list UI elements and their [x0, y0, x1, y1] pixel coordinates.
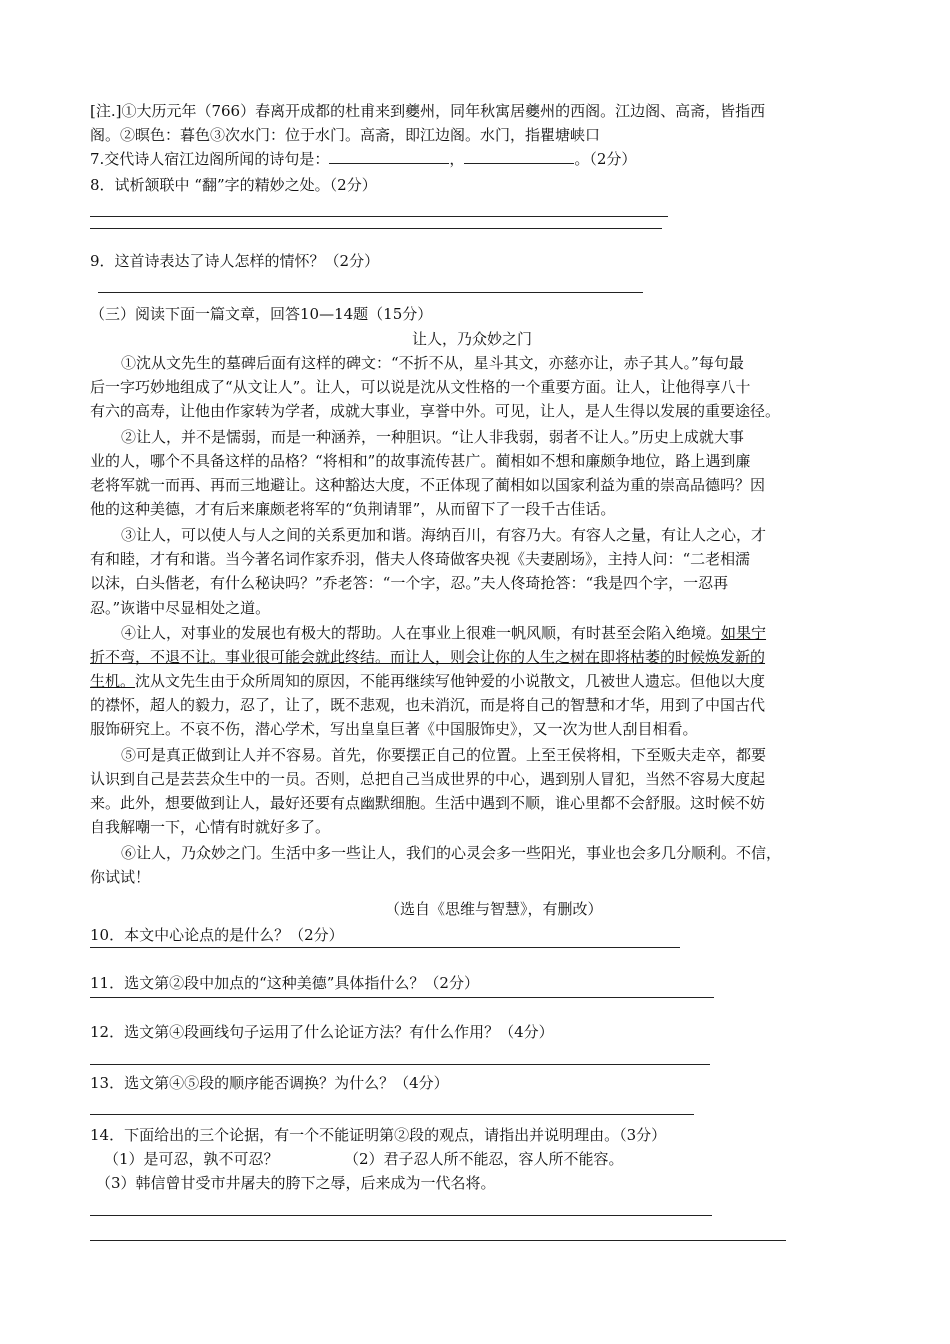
note-line-1: [注.]①大历元年（766）春离开成都的杜甫来到夔州，同年秋寓居夔州的西阁。江边阁、高斋，皆指西: [90, 102, 766, 120]
answer-line-13[interactable]: [90, 1114, 694, 1115]
underlined-sentence: 折不弯，不退不让。事业很可能会就此终结。而让人，则会让你的人生之树在即将枯萎的时候焕发新的: [90, 648, 766, 666]
article-line: [121, 622, 766, 644]
answer-line-11[interactable]: [90, 997, 714, 998]
answer-line-14b[interactable]: [90, 1240, 786, 1241]
article-line: 有和睦，才有和谐。当今著名词作家乔羽，偕夫人佟琦做客央视《夫妻剧场》，主持人问：“二老相濡: [90, 550, 751, 568]
question-14-option-3: （3）韩信曾甘受市井屠夫的胯下之辱，后来成为一代名将。: [96, 1174, 496, 1192]
article-line: 他的这种美德，才有后来廉颇老将军的“负荆请罪”，从而留下了一段千古佳话。: [90, 500, 616, 518]
article-text: 沈从文先生由于众所周知的原因，不能再继续写他钟爱的小说散文，几被世人遗忘。但他以大度: [135, 672, 766, 690]
question-14-option-2: （2）君子忍人所不能忍，容人所不能容。: [344, 1150, 624, 1168]
article-line: 有六的高寿，让他由作家转为学者，成就大事业，享誉中外。可见，让人，是人生得以发展的重要途径。: [90, 402, 781, 420]
answer-line-8a[interactable]: [90, 216, 668, 217]
article-title: 让人，乃众妙之门: [412, 330, 533, 348]
question-10: 10．本文中心论点的是什么？（2分）: [90, 926, 344, 944]
answer-line-12[interactable]: [90, 1064, 710, 1065]
answer-blank-7b[interactable]: [464, 149, 574, 164]
underlined-sentence: 生机。: [90, 672, 136, 690]
answer-blank-7a[interactable]: [329, 149, 449, 164]
question-7: [90, 148, 636, 170]
question-7-comma: ，: [449, 150, 465, 168]
answer-line-10[interactable]: [90, 947, 680, 948]
question-8: 8．试析颔联中 “翻”字的精妙之处。（2分）: [90, 176, 377, 194]
article-line: 服饰研究上。不哀不伤，潜心学术，写出皇皇巨著《中国服饰史》，又一次为世人刮目相看。: [90, 720, 698, 738]
article-line: ⑥让人，乃众妙之门。生活中多一些让人，我们的心灵会多一些阳光，事业也会多几分顺利。不信，: [121, 844, 782, 862]
question-14: 14．下面给出的三个论据，有一个不能证明第②段的观点，请指出并说明理由。（3分）: [90, 1126, 667, 1144]
answer-line-9[interactable]: [98, 292, 643, 293]
article-line: 业的人，哪个不具备这样的品格？“将相和”的故事流传甚广。蔺相如不想和廉颇争地位，路上遇到廉: [90, 452, 751, 470]
answer-line-14a[interactable]: [90, 1215, 712, 1216]
question-12: 12．选文第④段画线句子运用了什么论证方法？有什么作用？（4分）: [90, 1023, 554, 1041]
article-line: 忍。”诙谐中尽显相处之道。: [90, 599, 271, 617]
article-line: 以沫，白头偕老，有什么秘诀吗？”乔老答：“一个字，忍。”夫人佟琦抢答：“我是四个字，一忍再: [90, 574, 729, 592]
underlined-sentence: 如果宁: [721, 624, 767, 642]
question-9: 9．这首诗表达了诗人怎样的情怀？（2分）: [90, 252, 380, 270]
article-line: ⑤可是真正做到让人并不容易。首先，你要摆正自己的位置。上至王侯将相，下至贩夫走卒，都要: [121, 746, 767, 764]
article-line: ③让人，可以使人与人之间的关系更加和谐。海纳百川，有容乃大。有容人之量，有让人之心，才: [121, 526, 767, 544]
question-13: 13．选文第④⑤段的顺序能否调换？为什么？（4分）: [90, 1074, 449, 1092]
question-11: 11．选文第②段中加点的“这种美德”具体指什么？（2分）: [90, 974, 479, 992]
answer-line-8b[interactable]: [90, 228, 662, 229]
article-line: 后一字巧妙地组成了“从文让人”。让人，可以说是沈从文性格的一个重要方面。让人，让他得享八十: [90, 378, 751, 396]
question-14-option-1: （1）是可忍，孰不可忍？: [104, 1150, 279, 1168]
question-7-score: （2分）: [589, 150, 637, 168]
question-7-end: 。: [574, 150, 590, 168]
article-line: ②让人，并不是懦弱，而是一种涵养，一种胆识。“让人非我弱，弱者不让人。”历史上成就大事: [121, 428, 744, 446]
article-line: ①沈从文先生的墓碑后面有这样的碑文：“不折不从，星斗其文，亦慈亦让，赤子其人。”每句最: [121, 354, 744, 372]
article-line: 你试试！: [90, 868, 151, 886]
question-7-text: 7.交代诗人宿江边阁所闻的诗句是：: [90, 150, 330, 168]
article-line: 的襟怀，超人的毅力，忍了，让了，既不悲观，也未消沉，而是将自己的智慧和才华，用到了中国古代: [90, 696, 766, 714]
note-line-2: 阁。②暝色：暮色③次水门：位于水门。高斋，即江边阁。水门，指瞿塘峡口: [90, 126, 601, 144]
section-3-heading: （三）阅读下面一篇文章，回答10—14题（15分）: [90, 305, 433, 323]
article-line: [90, 670, 765, 692]
article-line: 认识到自己是芸芸众生中的一员。否则，总把自己当成世界的中心，遇到别人冒犯，当然不容易大度起: [90, 770, 766, 788]
article-line: 自我解嘲一下，心情有时就好多了。: [90, 818, 331, 836]
article-line: 老将军就一而再、再而三地避让。这种豁达大度，不正体现了蔺相如以国家利益为重的崇高品德吗？因: [90, 476, 766, 494]
article-line: 来。此外，想要做到让人，最好还要有点幽默细胞。生活中遇到不顺，谁心里都不会舒服。这时候不妨: [90, 794, 766, 812]
article-text: ④让人，对事业的发展也有极大的帮助。人在事业上很难一帆风顺，有时甚至会陷入绝境。: [121, 624, 722, 642]
article-source: （选自《思维与智慧》，有删改）: [385, 900, 603, 918]
